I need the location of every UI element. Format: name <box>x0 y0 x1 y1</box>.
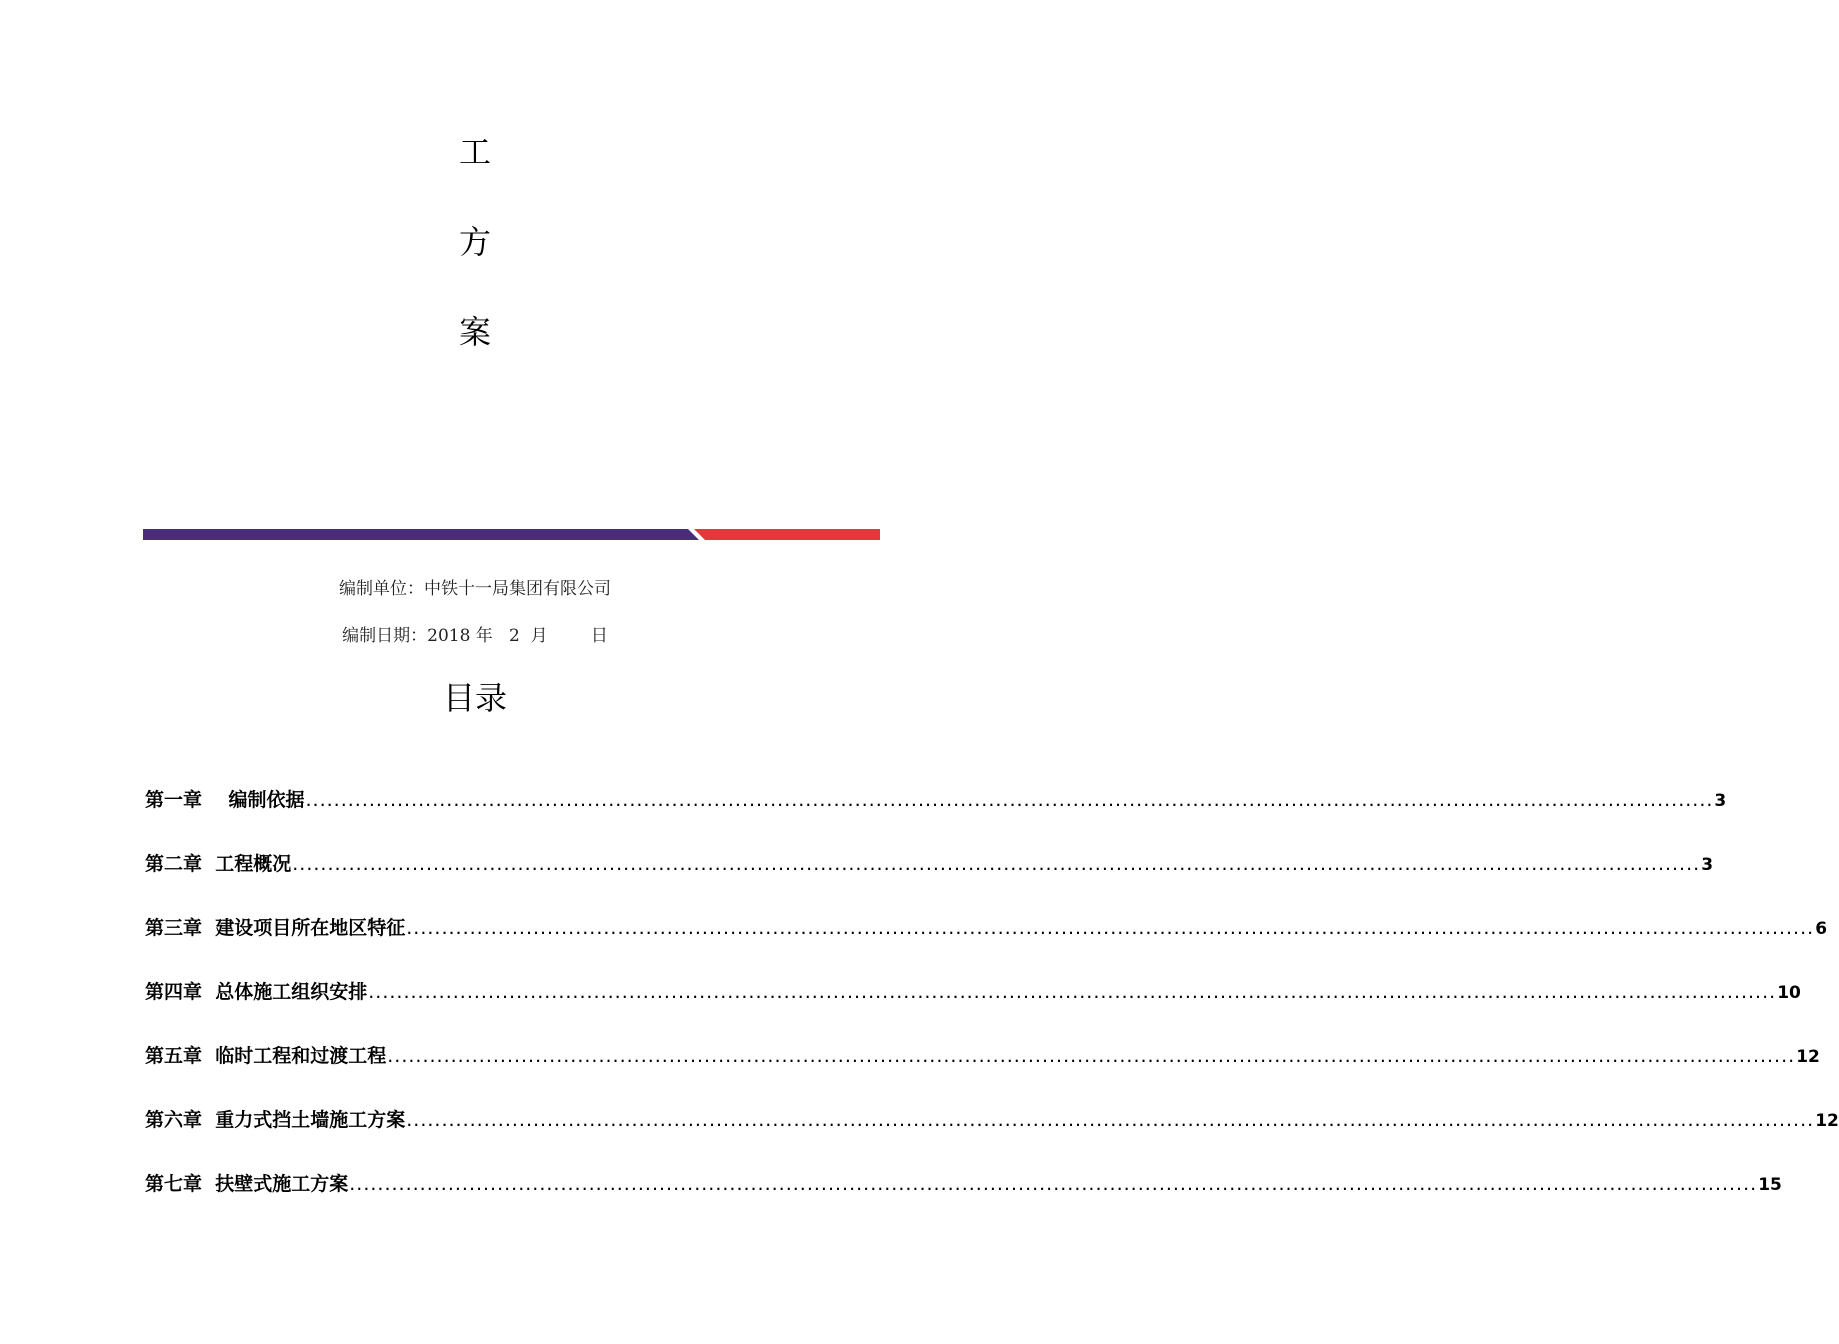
toc-title: 目录 <box>442 679 507 717</box>
toc-chapter-title: 重力式挡土墙施工方案 <box>215 1109 406 1131</box>
toc-gap <box>202 978 215 1006</box>
toc-list <box>145 786 1839 1234</box>
toc-page-number: 12 <box>1815 1111 1839 1131</box>
toc-page-number: 3 <box>1714 791 1727 811</box>
cover-title-char: 方 <box>458 223 491 261</box>
toc-chapter-title: 建设项目所在地区特征 <box>215 917 406 939</box>
toc-gap <box>202 914 215 942</box>
toc-chapter-number: 第四章 <box>145 981 203 1003</box>
toc-chapter-number: 第一章 <box>145 789 203 811</box>
cover-title-char: 工 <box>458 133 491 171</box>
compile-date: 编制日期：2018 年 2 月 日 <box>342 626 608 646</box>
toc-gap <box>202 1042 215 1070</box>
toc-chapter-title: 扶壁式施工方案 <box>215 1173 349 1195</box>
toc-entry[interactable] <box>145 978 1801 1042</box>
toc-chapter-title: 工程概况 <box>215 853 292 875</box>
toc-dot-leader: ........................................................................................................................................................................................................ <box>292 853 1701 875</box>
toc-chapter-number: 第七章 <box>145 1173 203 1195</box>
toc-gap <box>202 1170 215 1198</box>
toc-chapter-number: 第六章 <box>145 1109 203 1131</box>
toc-chapter-title: 临时工程和过渡工程 <box>215 1045 387 1067</box>
toc-gap <box>202 1106 215 1134</box>
toc-page-number: 6 <box>1815 919 1828 939</box>
cover-title-char: 案 <box>458 313 491 351</box>
toc-gap <box>202 786 228 814</box>
toc-dot-leader: ........................................................................................................................................................................................................ <box>368 981 1777 1003</box>
toc-page-number: 10 <box>1777 983 1801 1003</box>
toc-entry[interactable] <box>145 1170 1782 1234</box>
toc-chapter-number: 第二章 <box>145 853 203 875</box>
toc-chapter-number: 第三章 <box>145 917 203 939</box>
toc-entry[interactable] <box>145 786 1727 850</box>
divider-main-band <box>143 529 699 540</box>
toc-chapter-title: 总体施工组织安排 <box>215 981 368 1003</box>
toc-entry[interactable] <box>145 1106 1839 1170</box>
toc-dot-leader: ........................................................................................................................................................................................................ <box>406 917 1815 939</box>
toc-dot-leader: ........................................................................................................................................................................................................ <box>305 789 1714 811</box>
toc-entry[interactable] <box>145 914 1828 978</box>
toc-page-number: 15 <box>1758 1175 1782 1195</box>
cover-divider <box>143 529 880 540</box>
toc-page-number: 3 <box>1701 855 1714 875</box>
compile-unit: 编制单位：中铁十一局集团有限公司 <box>339 579 611 599</box>
toc-dot-leader: ........................................................................................................................................................................................................ <box>406 1109 1815 1131</box>
toc-chapter-number: 第五章 <box>145 1045 203 1067</box>
divider-accent-band <box>694 529 880 540</box>
toc-page-number: 12 <box>1796 1047 1820 1067</box>
toc-dot-leader: ........................................................................................................................................................................................................ <box>349 1173 1758 1195</box>
toc-chapter-title: 编制依据 <box>228 789 305 811</box>
toc-entry[interactable] <box>145 1042 1820 1106</box>
toc-gap <box>202 850 215 878</box>
toc-entry[interactable] <box>145 850 1714 914</box>
toc-dot-leader: ........................................................................................................................................................................................................ <box>387 1045 1796 1067</box>
